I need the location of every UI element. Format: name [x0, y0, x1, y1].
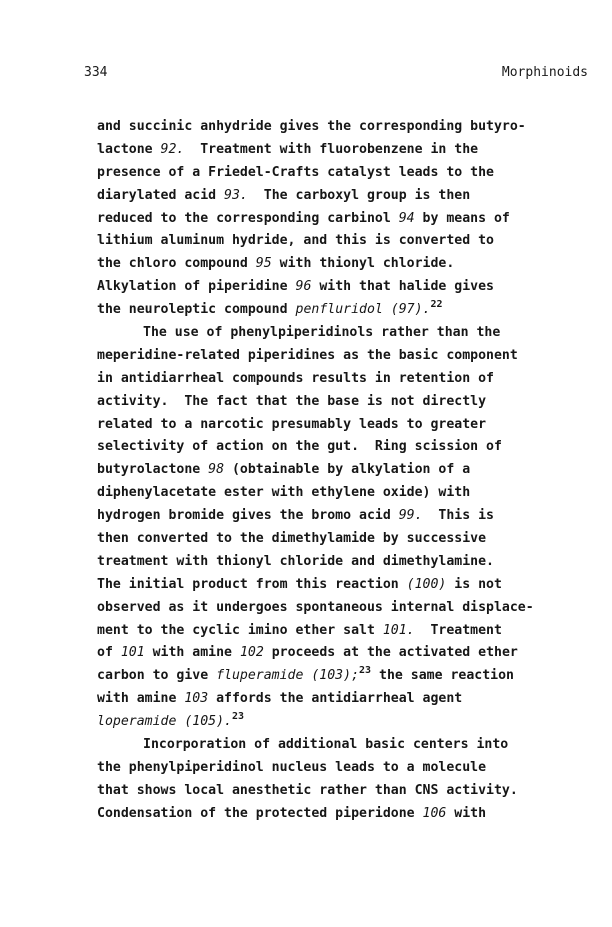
text-line [97, 185, 593, 208]
text-run: reduced to the corresponding carbinol [97, 210, 399, 226]
text-run: selectivity of action on the gut. Ring scission of [97, 439, 502, 455]
italic-term: 93. [224, 187, 248, 203]
text-run: with amine [97, 691, 185, 707]
text-run: that shows local anesthetic rather than CNS activity. [97, 782, 518, 798]
footnote-ref: 23 [231, 711, 245, 723]
italic-term: 106 [422, 805, 447, 821]
text-run: with thionyl chloride. [271, 256, 455, 272]
text-run: Treatment with fluorobenzene in the [184, 141, 479, 157]
text-run: ment to the cyclic imino ether salt [97, 622, 383, 638]
text-run: The carboxyl group is then [247, 187, 471, 203]
text-run: butyrolactone [97, 462, 209, 478]
text-run: diphenylacetate ester with ethylene oxide) with [97, 485, 471, 501]
text-run: the chloro compound [97, 256, 256, 272]
footnote-ref: 22 [430, 299, 443, 311]
text-run: The initial product from this reaction [97, 576, 407, 592]
text-run: related to a narcotic presumably leads to greater [97, 416, 487, 432]
text-line [97, 505, 593, 528]
text-line [97, 322, 593, 345]
text-line [97, 665, 593, 688]
text-line [97, 551, 593, 574]
text-line [97, 574, 593, 597]
text-run: Treatment [414, 622, 502, 638]
text-line [97, 139, 593, 162]
text-line [97, 757, 593, 780]
running-title: Morphinoids [501, 65, 588, 80]
text-line [97, 345, 593, 368]
text-line [97, 528, 593, 551]
text-run: meperidine-related piperidines as the basic component [97, 347, 518, 363]
text-run: presence of a Friedel-Crafts catalyst leads to the [97, 164, 494, 180]
text-run: This is [422, 508, 494, 524]
footnote-ref: 23 [359, 665, 372, 677]
text-run: the neuroleptic compound [97, 302, 296, 318]
text-line [97, 276, 593, 299]
text-run: then converted to the dimethylamide by successive [97, 531, 487, 547]
italic-term: (100) [406, 576, 447, 592]
text-line [97, 597, 593, 620]
italic-term: 94 [398, 210, 415, 226]
text-run: observed as it undergoes spontaneous internal displace- [97, 599, 534, 615]
italic-term: 99. [398, 508, 423, 524]
text-line [97, 688, 593, 711]
text-line [97, 459, 593, 482]
text-run: of [97, 645, 121, 661]
text-line [97, 482, 593, 505]
text-run: activity. The fact that the base is not directly [97, 393, 487, 409]
text-run: carbon to give [97, 668, 217, 684]
text-run: The use of phenylpiperidinols rather than the [143, 325, 501, 341]
text-run: Condensation of the protected piperidone [97, 805, 423, 821]
italic-term: fluperamide (103); [216, 668, 360, 684]
text-run: affords the antidiarrheal agent [208, 691, 463, 707]
text-line [97, 230, 593, 253]
italic-term: 102 [239, 645, 264, 661]
text-run: the same reaction [371, 668, 514, 684]
page-number: 334 [84, 65, 108, 80]
italic-term: 92. [160, 141, 185, 157]
italic-term: 103 [184, 691, 209, 707]
text-line [97, 208, 593, 231]
text-run: (obtainable by alkylation of a [224, 462, 471, 478]
text-run: hydrogen bromide gives the bromo acid [97, 508, 399, 524]
italic-term: 101 [120, 645, 145, 661]
text-run: lactone [97, 141, 161, 157]
text-run: diarylated acid [97, 187, 225, 203]
text-line [97, 780, 593, 803]
text-line [97, 368, 593, 391]
text-run: lithium aluminum hydride, and this is converted to [97, 233, 494, 249]
text-line [97, 253, 593, 276]
text-line [97, 642, 593, 665]
text-run: by means of [414, 210, 510, 226]
text-run: with that halide gives [311, 279, 495, 295]
text-line [97, 391, 593, 414]
text-line [97, 711, 593, 734]
italic-term: 98 [208, 462, 225, 478]
text-line [97, 436, 593, 459]
text-run: with amine [144, 645, 240, 661]
text-run: is not [446, 576, 502, 592]
italic-term: 101. [382, 622, 415, 638]
italic-term: 96 [295, 279, 312, 295]
text-run: the phenylpiperidinol nucleus leads to a molecule [97, 759, 487, 775]
text-run: Alkylation of piperidine [97, 279, 296, 295]
text-run: with [446, 805, 487, 821]
text-line [97, 734, 593, 757]
text-line [97, 803, 593, 826]
body-text [97, 116, 593, 826]
text-line [97, 116, 593, 139]
text-run: in antidiarrheal compounds results in retention of [97, 370, 494, 386]
text-run: treatment with thionyl chloride and dimethylamine. [97, 553, 494, 569]
italic-term: loperamide (105). [97, 714, 232, 730]
italic-term: penfluridol (97). [295, 302, 431, 318]
text-line [97, 414, 593, 437]
text-run: Incorporation of additional basic centers into [143, 737, 509, 753]
italic-term: 95 [255, 256, 272, 272]
text-run: proceeds at the activated ether [263, 645, 518, 661]
text-line [97, 299, 593, 322]
text-run: and succinic anhydride gives the corresponding butyro- [97, 119, 526, 134]
text-line [97, 162, 593, 185]
text-line [97, 620, 593, 643]
